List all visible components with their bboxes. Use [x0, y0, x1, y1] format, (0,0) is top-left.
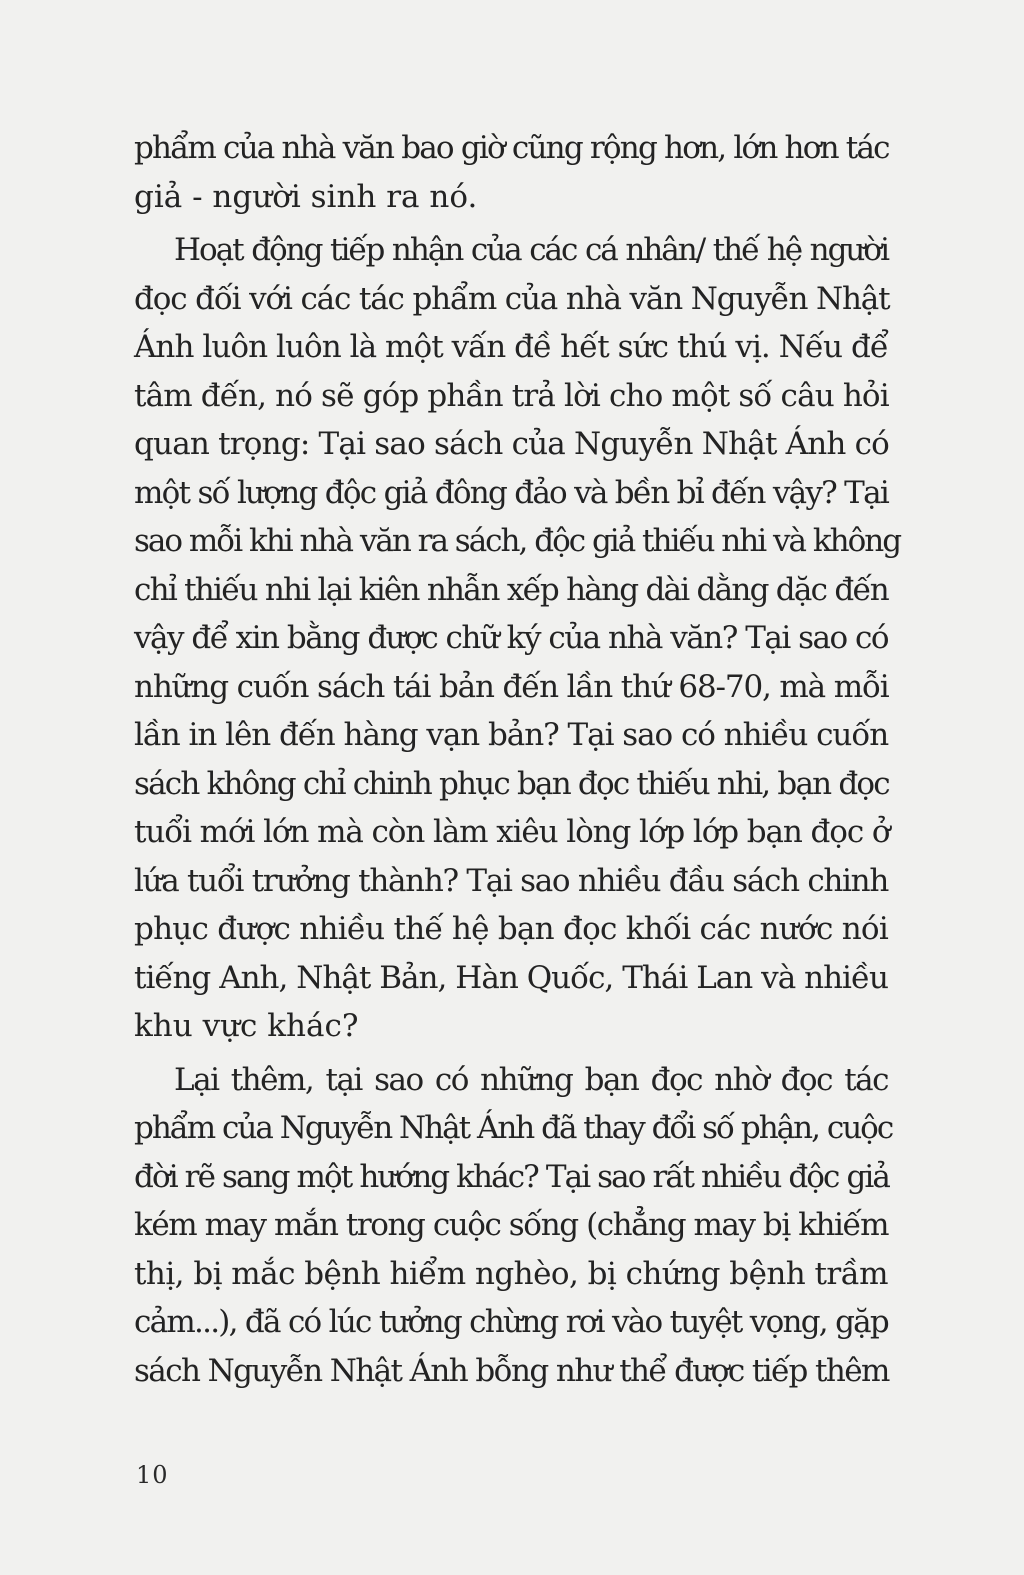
- text-line: sách không chỉ chinh phục bạn đọc thiếu nhi, bạn đọc: [134, 765, 889, 802]
- text-line: phẩm của Nguyễn Nhật Ánh đã thay đổi số phận, cuộc: [134, 1110, 893, 1146]
- text-line: một số lượng độc giả đông đảo và bền bỉ đến vậy? Tại: [134, 474, 888, 511]
- text-line: quan trọng: Tại sao sách của Nguyễn Nhật Ánh có: [134, 426, 890, 462]
- text-line: cảm...), đã có lúc tưởng chừng rơi vào tuyệt vọng, gặp: [134, 1304, 888, 1340]
- text-line: thị, bị mắc bệnh hiểm nghèo, bị chứng bệnh trầm: [134, 1255, 888, 1292]
- body-text: [134, 124, 901, 1395]
- text-line: lần in lên đến hàng vạn bản? Tại sao có nhiều cuốn: [134, 717, 889, 753]
- text-line: những cuốn sách tái bản đến lần thứ 68-70, mà mỗi: [134, 668, 889, 705]
- text-line: Ánh luôn luôn là một vấn đề hết sức thú vị. Nếu để: [134, 329, 888, 365]
- text-line: chỉ thiếu nhi lại kiên nhẫn xếp hàng dài dằng dặc đến: [134, 571, 888, 608]
- paragraph-3: [134, 1056, 893, 1396]
- text-line: giả - người sinh ra nó.: [134, 178, 478, 215]
- text-line: vậy để xin bằng được chữ ký của nhà văn? Tại sao có: [134, 620, 889, 656]
- text-line: tiếng Anh, Nhật Bản, Hàn Quốc, Thái Lan và nhiều: [134, 959, 888, 996]
- text-line: phẩm của nhà văn bao giờ cũng rộng hơn, lớn hơn tác: [134, 130, 889, 166]
- paragraph-1: [134, 124, 888, 221]
- text-line: đọc đối với các tác phẩm của nhà văn Nguyễn Nhật: [134, 280, 890, 317]
- text-line: lứa tuổi trưởng thành? Tại sao nhiều đầu sách chinh: [134, 862, 888, 899]
- text-line: kém may mắn trong cuộc sống (chẳng may bị khiếm: [134, 1207, 889, 1243]
- text-line: Hoạt động tiếp nhận của các cá nhân/ thế hệ người: [174, 232, 888, 268]
- text-line: khu vực khác?: [134, 1008, 359, 1044]
- page-number: 10: [136, 1461, 169, 1489]
- text-line: sách Nguyễn Nhật Ánh bỗng như thể được tiếp thêm: [134, 1352, 889, 1389]
- paragraph-2: [134, 226, 901, 1051]
- text-line: Lại thêm, tại sao có những bạn đọc nhờ đọc tác: [174, 1061, 888, 1098]
- text-line: tâm đến, nó sẽ góp phần trả lời cho một số câu hỏi: [134, 377, 889, 414]
- text-line: đời rẽ sang một hướng khác? Tại sao rất nhiều độc giả: [134, 1158, 890, 1195]
- text-line: phục được nhiều thế hệ bạn đọc khối các nước nói: [134, 911, 888, 947]
- text-line: tuổi mới lớn mà còn làm xiêu lòng lớp lớp bạn đọc ở: [134, 814, 890, 850]
- text-line: sao mỗi khi nhà văn ra sách, độc giả thiếu nhi và không: [134, 523, 901, 559]
